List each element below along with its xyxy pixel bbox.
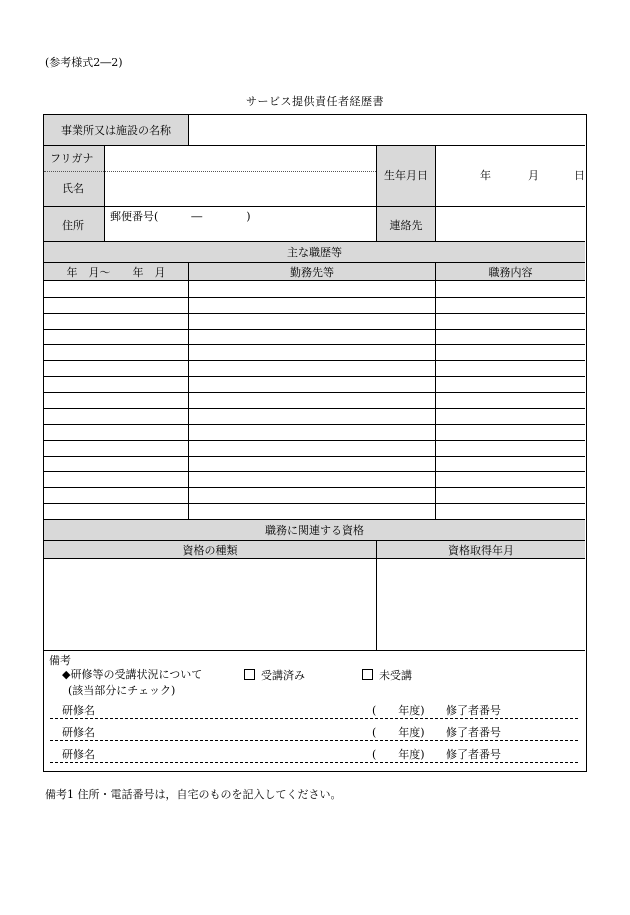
- career-row-divider: [44, 360, 585, 361]
- birth-date-field[interactable]: [436, 146, 585, 206]
- training-status-label: ◆研修等の受講状況について: [62, 668, 203, 681]
- career-row[interactable]: [44, 456, 585, 472]
- training-line-1[interactable]: [50, 718, 578, 719]
- option-not-completed[interactable]: [362, 669, 412, 681]
- col-qualification-type: 資格の種類: [182, 544, 238, 557]
- career-row-divider: [44, 440, 585, 441]
- check-hint: (該当部分にチェック): [68, 684, 176, 697]
- col-duties: 職務内容: [488, 266, 533, 279]
- remarks-label: 備考: [49, 654, 71, 667]
- name-field[interactable]: [105, 172, 376, 206]
- qualification-date-field[interactable]: [377, 559, 585, 650]
- career-row[interactable]: [44, 471, 585, 487]
- training-name-label-3: 研修名: [62, 748, 95, 761]
- col-qualification-date: 資格取得年月: [448, 544, 514, 557]
- career-row-divider: [44, 344, 585, 345]
- career-row-divider: [44, 408, 585, 409]
- career-row-divider: [44, 329, 585, 330]
- training-line-3[interactable]: [50, 762, 578, 763]
- career-row-divider: [44, 487, 585, 488]
- career-row[interactable]: [44, 440, 585, 456]
- career-row[interactable]: [44, 344, 585, 360]
- career-section-title: 主な職歴等: [287, 246, 342, 259]
- facility-label: 事業所又は施設の名称: [61, 124, 171, 137]
- career-row-divider: [44, 456, 585, 457]
- not-completed-checkbox[interactable]: [362, 669, 373, 680]
- contact-field[interactable]: [436, 207, 585, 241]
- address-label: 住所: [62, 219, 84, 232]
- not-completed-label: 未受講: [379, 669, 412, 682]
- career-row[interactable]: [44, 281, 585, 297]
- fiscal-year-2: ( 年度): [372, 726, 425, 739]
- career-row[interactable]: [44, 360, 585, 376]
- facility-name-field[interactable]: [189, 115, 585, 145]
- career-row[interactable]: [44, 487, 585, 503]
- career-form: [43, 114, 587, 772]
- certificate-no-label-3: 修了者番号: [446, 748, 501, 761]
- reference-form-number: (参考様式2―2): [45, 56, 123, 69]
- fiscal-year-3: ( 年度): [372, 748, 425, 761]
- completed-checkbox[interactable]: [244, 669, 255, 680]
- birth-month-unit: 月: [528, 169, 539, 182]
- document-title: サービス提供責任者経歴書: [246, 95, 384, 108]
- career-row-divider: [44, 471, 585, 472]
- career-row[interactable]: [44, 392, 585, 408]
- career-row-divider: [44, 313, 585, 314]
- name-label: 氏名: [62, 182, 84, 195]
- birth-day-unit: 日: [574, 169, 585, 182]
- career-row-divider: [44, 424, 585, 425]
- qualification-section-title: 職務に関連する資格: [265, 524, 364, 537]
- career-row-divider: [44, 376, 585, 377]
- col-workplace: 勤務先等: [290, 266, 334, 279]
- career-row[interactable]: [44, 329, 585, 345]
- birth-label: 生年月日: [384, 169, 428, 182]
- birth-year-unit: 年: [480, 169, 491, 182]
- fiscal-year-1: ( 年度): [372, 704, 425, 717]
- training-name-label-2: 研修名: [62, 726, 95, 739]
- career-row[interactable]: [44, 297, 585, 313]
- certificate-no-label-1: 修了者番号: [446, 704, 501, 717]
- career-row[interactable]: [44, 503, 585, 519]
- footnote: 備考1 住所・電話番号は，自宅のものを記入してください。: [45, 788, 342, 801]
- career-row[interactable]: [44, 313, 585, 329]
- career-row-divider: [44, 297, 585, 298]
- career-row[interactable]: [44, 408, 585, 424]
- career-row-divider: [44, 392, 585, 393]
- career-row[interactable]: [44, 424, 585, 440]
- postal-code-label: 郵便番号( ― ): [110, 210, 251, 223]
- col-period: 年 月～ 年 月: [66, 266, 166, 279]
- career-row-divider: [44, 503, 585, 504]
- contact-label: 連絡先: [389, 219, 423, 232]
- certificate-no-label-2: 修了者番号: [446, 726, 501, 739]
- furigana-label: フリガナ: [50, 152, 94, 165]
- option-completed[interactable]: [244, 669, 305, 681]
- career-row[interactable]: [44, 376, 585, 392]
- completed-label: 受講済み: [261, 669, 305, 682]
- qualification-type-field[interactable]: [44, 559, 376, 650]
- training-line-2[interactable]: [50, 740, 578, 741]
- training-name-label-1: 研修名: [62, 704, 95, 717]
- furigana-field[interactable]: [105, 146, 376, 171]
